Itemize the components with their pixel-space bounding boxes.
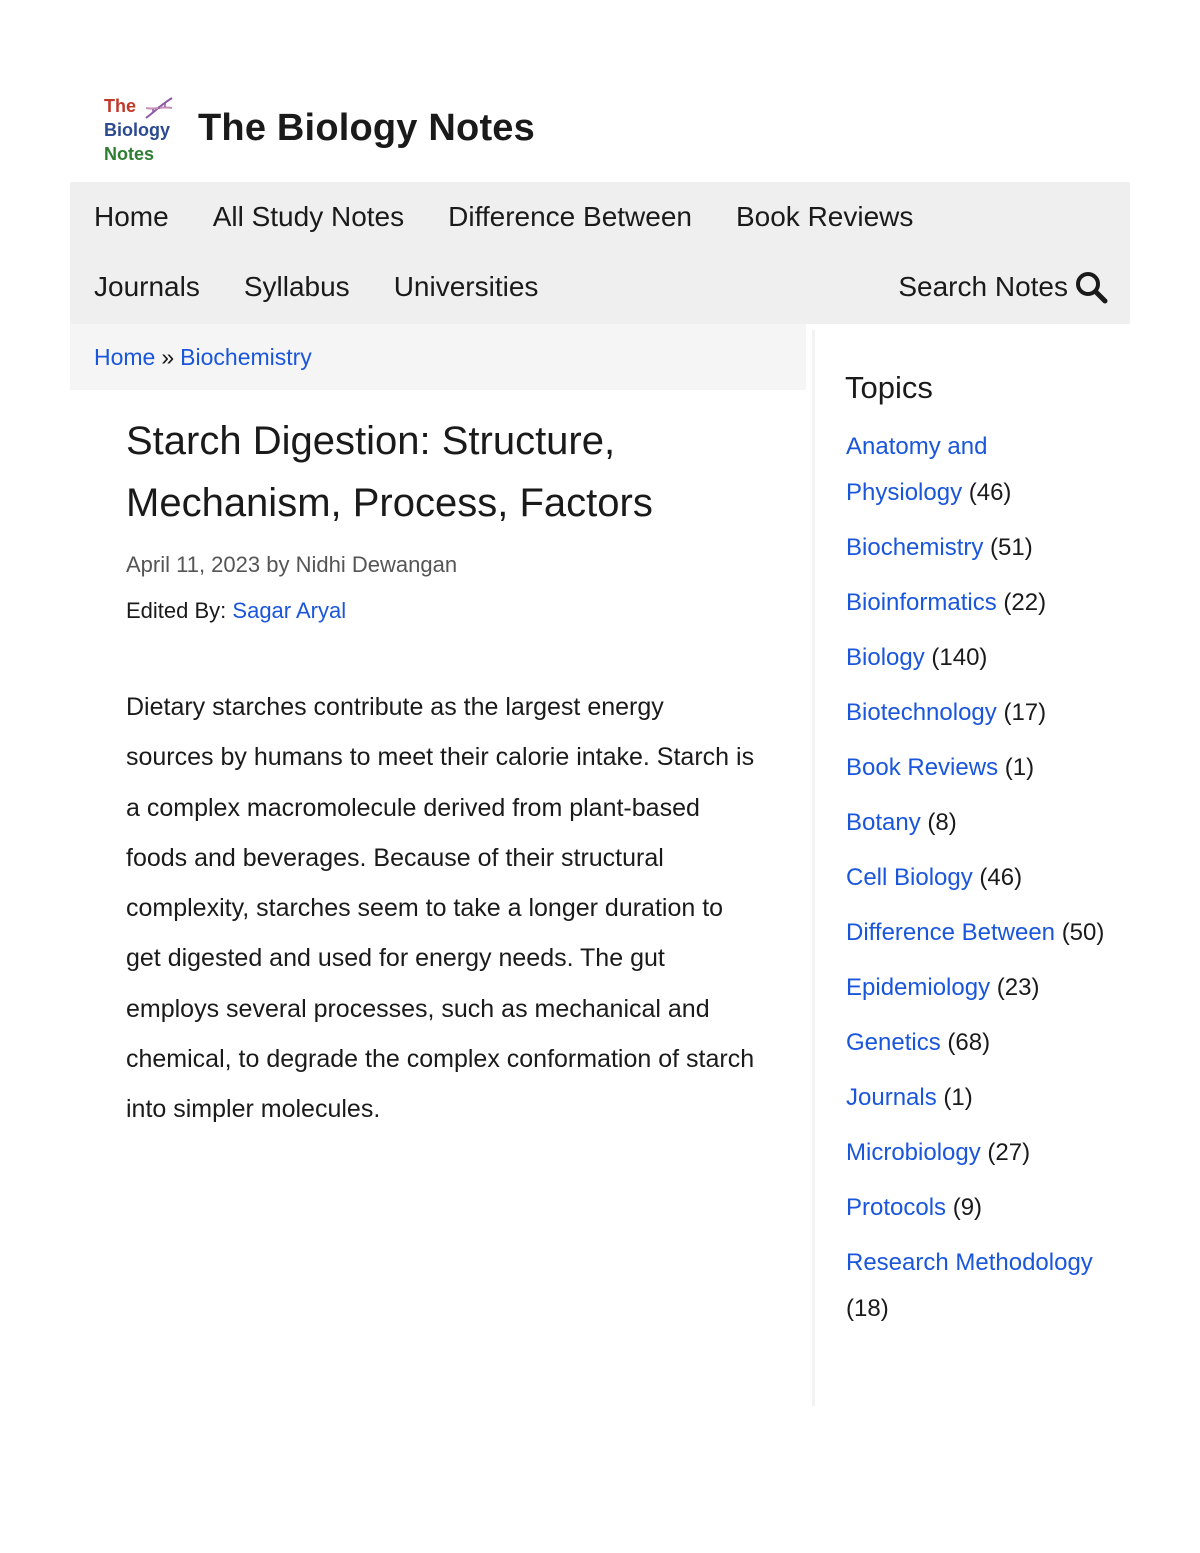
article-date: April 11, 2023 (126, 552, 261, 577)
topic-count: (1) (1004, 754, 1035, 781)
article-author: Nidhi Dewangan (295, 552, 458, 577)
topic-link[interactable]: Genetics (846, 1029, 941, 1056)
nav-row (94, 182, 957, 252)
sidebar (812, 330, 1130, 1406)
nav-item-difference-between[interactable]: Difference Between (448, 201, 692, 232)
topic-link[interactable]: Biochemistry (846, 534, 984, 561)
topic-link[interactable]: Cell Biology (846, 864, 973, 891)
logo-text-the: The (104, 96, 137, 116)
article (126, 410, 756, 1135)
list-item (846, 1075, 1106, 1121)
topic-count: (17) (1003, 699, 1047, 726)
article-by: by (266, 552, 290, 577)
topic-count: (18) (846, 1295, 889, 1322)
topic-list (846, 424, 1106, 1341)
site-logo[interactable] (100, 92, 180, 164)
list-item (846, 745, 1106, 791)
topic-count: (8) (927, 809, 957, 836)
list-item (846, 1020, 1106, 1066)
article-title: Starch Digestion: Structure, Mechanism, Process, Factors (126, 419, 653, 525)
main-nav (70, 182, 1130, 324)
site-header (100, 92, 535, 164)
breadcrumb-home[interactable]: Home (94, 343, 156, 370)
topic-link[interactable]: Anatomy and Physiology (846, 433, 988, 506)
list-item (846, 635, 1106, 681)
nav-row (94, 252, 582, 322)
list-item (846, 1240, 1106, 1332)
topic-count: (46) (979, 864, 1023, 891)
topic-link[interactable]: Difference Between (846, 919, 1056, 946)
topic-link[interactable]: Botany (846, 809, 921, 836)
topic-link[interactable]: Microbiology (846, 1139, 981, 1166)
topic-link[interactable]: Biotechnology (846, 699, 997, 726)
editor-link[interactable]: Sagar Aryal (232, 598, 347, 623)
topic-link[interactable]: Journals (846, 1084, 937, 1111)
list-item (846, 1130, 1106, 1176)
nav-item-home[interactable]: Home (94, 201, 169, 232)
nav-item-all-study-notes[interactable]: All Study Notes (212, 201, 405, 232)
breadcrumb-biochemistry[interactable]: Biochemistry (180, 343, 312, 370)
logo-text-notes: Notes (104, 144, 155, 164)
search-icon (1074, 270, 1108, 304)
topic-count: (27) (987, 1139, 1031, 1166)
topics-heading: Topics (845, 370, 933, 405)
topic-count: (51) (990, 534, 1033, 561)
article-editor (126, 598, 756, 624)
article-meta (126, 552, 756, 578)
topic-link[interactable]: Research Methodology (846, 1249, 1093, 1276)
search-notes-label: Search Notes (898, 271, 1068, 302)
breadcrumb (70, 324, 806, 390)
topic-count: (50) (1061, 919, 1105, 946)
topic-link[interactable]: Epidemiology (846, 974, 991, 1001)
topic-link[interactable]: Biology (846, 644, 925, 671)
list-item (846, 800, 1106, 846)
topic-link[interactable]: Protocols (846, 1194, 947, 1221)
topic-count: (140) (931, 644, 988, 671)
topic-link[interactable]: Book Reviews (846, 754, 999, 781)
topic-count: (68) (947, 1029, 991, 1056)
list-item (846, 690, 1106, 736)
topic-count: (1) (943, 1084, 973, 1111)
dna-icon (144, 96, 174, 120)
nav-item-syllabus[interactable]: Syllabus (243, 271, 350, 302)
list-item (846, 965, 1106, 1011)
topic-count: (9) (952, 1194, 983, 1221)
search-notes-button[interactable] (898, 252, 1108, 322)
topic-count: (22) (1003, 589, 1047, 616)
list-item (846, 525, 1106, 571)
list-item (846, 580, 1106, 626)
topic-count: (46) (968, 479, 1012, 506)
logo-text-biology: Biology (104, 120, 170, 140)
edited-by-label: Edited By: (126, 598, 227, 623)
topic-link[interactable]: Bioinformatics (846, 589, 997, 616)
list-item (846, 855, 1106, 901)
nav-item-universities[interactable]: Universities (393, 271, 539, 302)
list-item (846, 1185, 1106, 1231)
nav-item-journals[interactable]: Journals (94, 271, 200, 302)
breadcrumb-separator: » (161, 343, 175, 370)
nav-item-book-reviews[interactable]: Book Reviews (735, 201, 914, 232)
list-item (846, 424, 1106, 516)
topic-count: (23) (996, 974, 1040, 1001)
list-item (846, 910, 1106, 956)
site-title[interactable]: The Biology Notes (198, 106, 535, 149)
article-paragraph: Dietary starches contribute as the largest energy sources by humans to meet their calorie intake. Starch is a complex macromolecule derived from plant-based foods and beverages. Because of their structural complexity, starches seem to take a longer duration to get digested and used for energy needs. The gut employs several processes, such as mechanical and chemical, to degrade the complex conformation of starch into simpler molecules. (126, 693, 755, 1124)
